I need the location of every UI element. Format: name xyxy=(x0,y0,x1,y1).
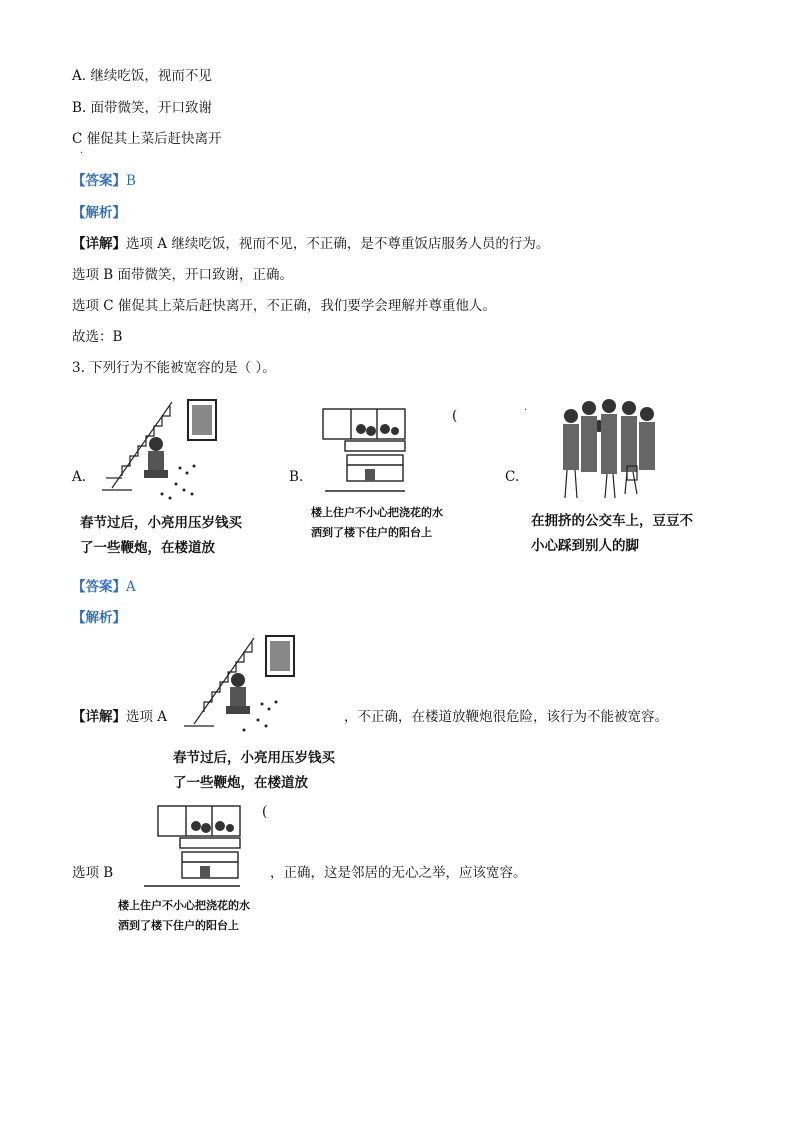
q3-detail-a-label: 选项 A xyxy=(126,709,168,725)
detail-line-3: 选项 C 催促其上菜后赶快离开，不正确，我们要学会理解并尊重他人。 xyxy=(72,298,496,314)
detail-tag: 【详解】 xyxy=(72,236,126,252)
q3-answer-row xyxy=(72,578,136,596)
caption-b-line-2: 洒到了楼下住户的阳台上 xyxy=(311,526,432,539)
caption-b-repeat xyxy=(118,896,250,936)
label-c: C. xyxy=(505,469,520,485)
answer-row xyxy=(72,172,136,190)
detail-line-2: 选项 B 面带微笑，开口致谢，正确。 xyxy=(72,267,294,283)
caption-c xyxy=(531,509,693,559)
q3-detail-a-prefix xyxy=(72,708,167,726)
option-a: A. 继续吃饭，视而不见 xyxy=(72,68,212,84)
caption-b xyxy=(311,503,443,543)
caption-a-repeat-line-1: 春节过后，小亮用压岁钱买 xyxy=(173,750,335,766)
caption-b-repeat-line-1: 楼上住户不小心把浇花的水 xyxy=(118,899,250,912)
q3-answer-tag: 【答案】 xyxy=(72,579,126,595)
q3-analysis-tag xyxy=(72,609,126,627)
option-b: B. 面带微笑，开口致谢 xyxy=(72,100,213,116)
option-c: C 催促其上菜后赶快离开 xyxy=(72,131,222,147)
detail-line-1: 选项 A 继续吃饭，视而不见，不正确，是不尊重饭店服务人员的行为。 xyxy=(126,236,550,252)
caption-c-line-2: 小心踩到别人的脚 xyxy=(531,538,639,554)
caption-b-line-1: 楼上住户不小心把浇花的水 xyxy=(311,506,443,519)
q3-detail-b-suffix: ，正确，这是邻居的无心之举，应该宽容。 xyxy=(270,865,527,881)
stairway-firecracker-picture-2 xyxy=(168,632,298,742)
q3-detail-a-suffix: ，不正确，在楼道放鞭炮很危险，该行为不能被宽容。 xyxy=(344,709,668,725)
conclusion: 故选：B xyxy=(72,329,123,345)
stray-paren-2: ( xyxy=(262,804,268,820)
caption-a xyxy=(80,511,242,561)
caption-a-line-1: 春节过后，小亮用压岁钱买 xyxy=(80,515,242,531)
question-3: 3. 下列行为不能被宽容的是（ ）。 xyxy=(72,360,276,376)
q3-answer-value: A xyxy=(126,579,136,595)
caption-a-line-2: 了一些鞭炮，在楼道放 xyxy=(80,540,215,556)
analysis-tag xyxy=(72,204,126,222)
q3-detail-b-prefix: 选项 B xyxy=(72,865,114,881)
stray-dot: · xyxy=(80,148,84,159)
detail-row-1 xyxy=(72,235,549,253)
answer-tag: 【答案】 xyxy=(72,173,126,189)
balcony-water-picture xyxy=(305,405,415,497)
caption-b-repeat-line-2: 洒到了楼下住户的阳台上 xyxy=(118,919,239,932)
q3-analysis-tag-text: 【解析】 xyxy=(72,610,126,626)
q3-detail-tag: 【详解】 xyxy=(72,709,126,725)
caption-c-line-1: 在拥挤的公交车上，豆豆不 xyxy=(531,513,693,529)
crowded-bus-picture xyxy=(553,394,665,506)
analysis-tag-text: 【解析】 xyxy=(72,205,126,221)
stray-dot-c: · xyxy=(524,405,528,416)
balcony-water-picture-2 xyxy=(140,802,252,894)
stairway-firecracker-picture xyxy=(92,398,222,506)
stray-paren: ( xyxy=(452,408,458,424)
label-a: A. xyxy=(72,469,87,485)
caption-a-repeat-line-2: 了一些鞭炮，在楼道放 xyxy=(173,775,308,791)
answer-value: B xyxy=(126,173,136,189)
caption-a-repeat xyxy=(173,746,335,796)
label-b: B. xyxy=(289,469,304,485)
